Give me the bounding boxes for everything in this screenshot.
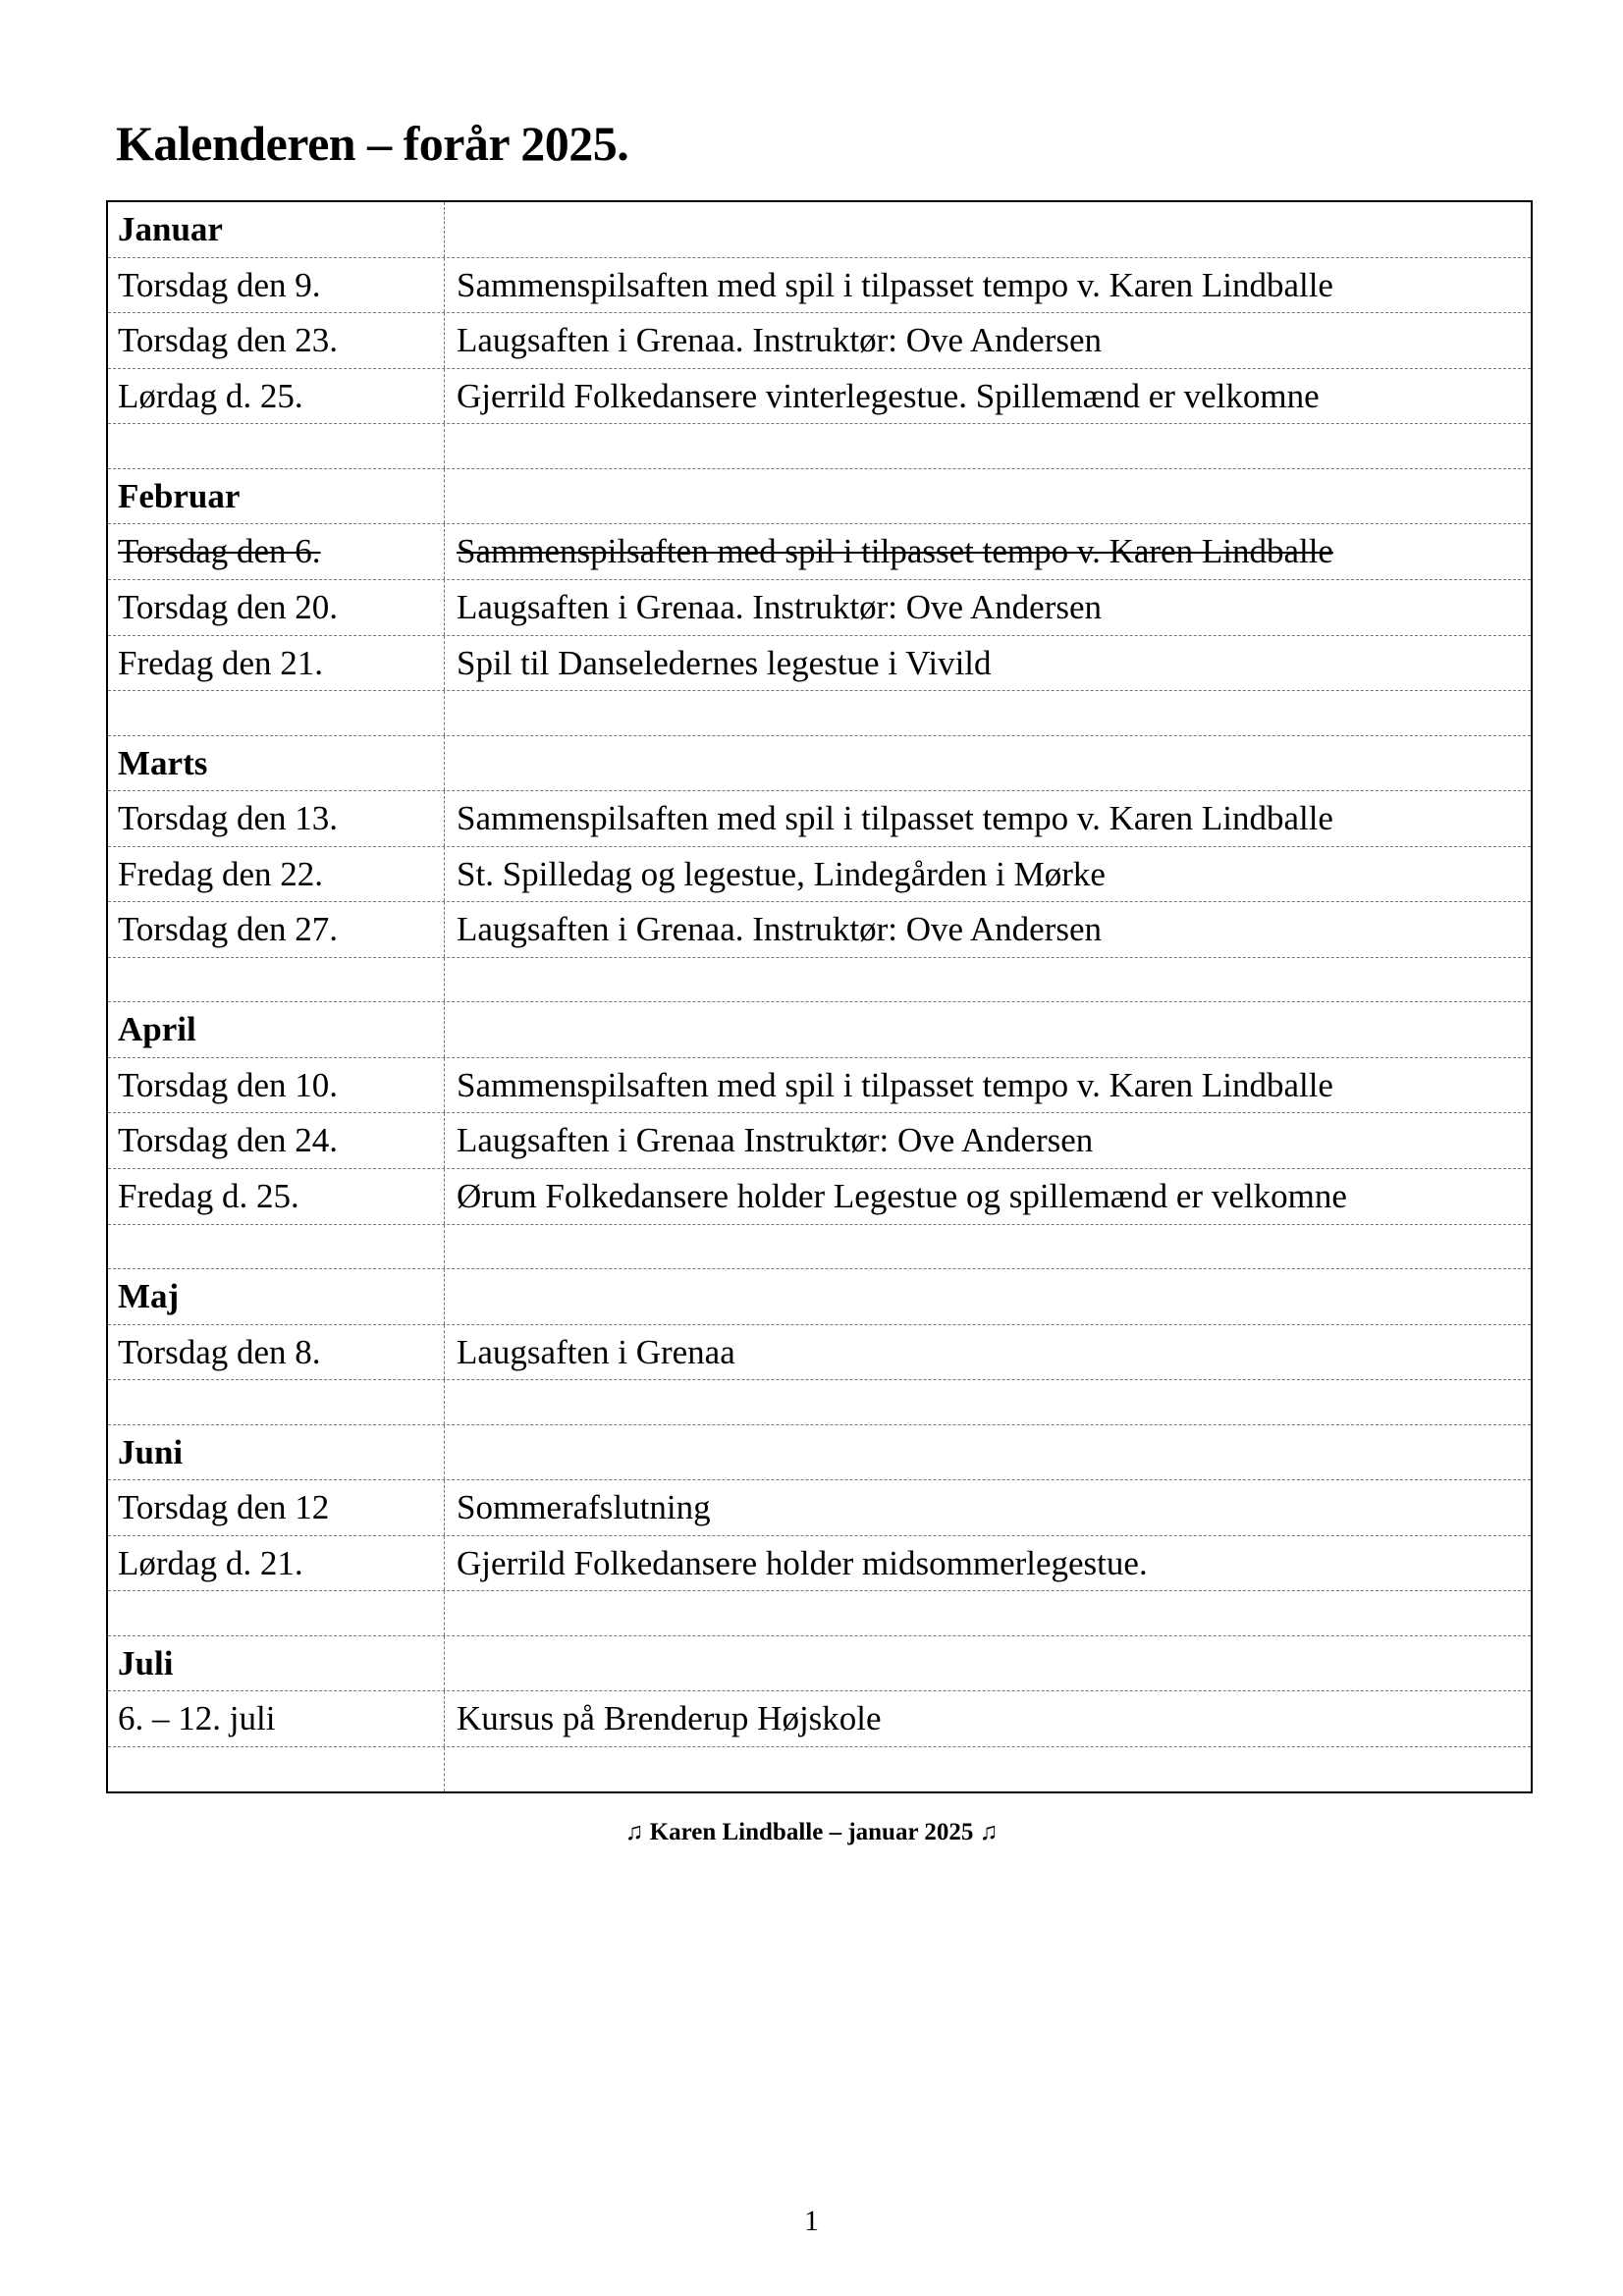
spacer-row: [108, 1591, 1531, 1635]
event-description: Laugsaften i Grenaa: [457, 1332, 735, 1371]
event-date: Fredag den 22.: [108, 847, 445, 902]
spacer-cell: [445, 424, 1531, 467]
spacer-cell: [108, 424, 445, 467]
spacer-cell: [445, 958, 1531, 1001]
event-date: Torsdag den 8.: [108, 1325, 445, 1380]
event-date: Torsdag den 20.: [108, 580, 445, 635]
event-date: Lørdag d. 21.: [108, 1536, 445, 1591]
event-date: Fredag d. 25.: [108, 1169, 445, 1224]
event-date: Torsdag den 27.: [108, 902, 445, 957]
event-date: Fredag den 21.: [108, 636, 445, 691]
spacer-cell: [108, 1747, 445, 1791]
event-row-cancelled: [108, 524, 1531, 580]
event-row: [108, 847, 1531, 903]
month-header-empty-cell: [445, 469, 1531, 524]
event-row: [108, 1058, 1531, 1114]
month-header-empty-cell: [445, 1636, 1531, 1691]
month-header-row: [108, 1269, 1531, 1325]
page-number: 1: [804, 2205, 819, 2237]
event-description: Kursus på Brenderup Højskole: [457, 1699, 882, 1738]
month-header-empty-cell: [445, 736, 1531, 791]
event-row: [108, 636, 1531, 692]
event-description: Laugsaften i Grenaa. Instruktør: Ove Andersen: [457, 321, 1103, 360]
event-date: Torsdag den 10.: [108, 1058, 445, 1113]
event-date: Torsdag den 12: [108, 1480, 445, 1535]
event-description: Sammenspilsaften med spil i tilpasset tempo v. Karen Lindballe: [457, 532, 1333, 571]
month-name: Februar: [108, 469, 445, 524]
event-description: Spil til Danseledernes legestue i Vivild: [457, 643, 992, 682]
event-row: [108, 1169, 1531, 1225]
spacer-row: [108, 958, 1531, 1002]
event-row: [108, 791, 1531, 847]
spacer-cell: [445, 691, 1531, 734]
month-header-row: [108, 1425, 1531, 1481]
spacer-cell: [445, 1591, 1531, 1634]
event-date: Torsdag den 6.: [108, 524, 445, 579]
event-description: Sammenspilsaften med spil i tilpasset tempo v. Karen Lindballe: [457, 799, 1333, 838]
spacer-cell: [108, 1380, 445, 1423]
footer-signature: ♫ Karen Lindballe – januar 2025 ♫: [624, 1819, 999, 1845]
event-row: [108, 1691, 1531, 1747]
month-header-empty-cell: [445, 1425, 1531, 1480]
month-name: Marts: [108, 736, 445, 791]
event-date: Torsdag den 9.: [108, 258, 445, 313]
page-title: Kalenderen – forår 2025.: [116, 116, 629, 171]
spacer-cell: [108, 691, 445, 734]
event-description: Laugsaften i Grenaa. Instruktør: Ove Andersen: [457, 910, 1103, 949]
month-name: Januar: [108, 202, 445, 257]
event-description: Laugsaften i Grenaa. Instruktør: Ove Andersen: [457, 587, 1103, 626]
event-row: [108, 902, 1531, 958]
event-date: Lørdag d. 25.: [108, 369, 445, 424]
month-header-row: [108, 1002, 1531, 1058]
event-row: [108, 1480, 1531, 1536]
event-description: Sommerafslutning: [457, 1488, 711, 1527]
spacer-cell: [445, 1380, 1531, 1423]
event-date: Torsdag den 24.: [108, 1113, 445, 1168]
spacer-cell: [108, 958, 445, 1001]
event-row: [108, 369, 1531, 425]
event-description: Sammenspilsaften med spil i tilpasset tempo v. Karen Lindballe: [457, 265, 1333, 304]
event-row: [108, 258, 1531, 314]
event-row: [108, 1113, 1531, 1169]
month-name: Juli: [108, 1636, 445, 1691]
spacer-cell: [445, 1225, 1531, 1268]
spacer-row: [108, 1225, 1531, 1269]
month-name: Juni: [108, 1425, 445, 1480]
month-header-empty-cell: [445, 1269, 1531, 1324]
event-date: Torsdag den 23.: [108, 313, 445, 368]
event-description: Gjerrild Folkedansere holder midsommerlegestue.: [457, 1543, 1148, 1582]
spacer-row: [108, 1380, 1531, 1424]
month-header-row: [108, 736, 1531, 792]
event-description: St. Spilledag og legestue, Lindegården i Mørke: [457, 854, 1106, 893]
event-description: Sammenspilsaften med spil i tilpasset tempo v. Karen Lindballe: [457, 1065, 1333, 1104]
month-header-row: [108, 1636, 1531, 1692]
event-row: [108, 1536, 1531, 1592]
month-name: April: [108, 1002, 445, 1057]
spacer-row: [108, 424, 1531, 468]
spacer-row: [108, 691, 1531, 735]
event-date: 6. – 12. juli: [108, 1691, 445, 1746]
month-header-row: [108, 469, 1531, 525]
event-description: Laugsaften i Grenaa Instruktør: Ove Andersen: [457, 1121, 1094, 1160]
month-header-empty-cell: [445, 202, 1531, 257]
event-description: Ørum Folkedansere holder Legestue og spillemænd er velkomne: [457, 1177, 1347, 1216]
month-name: Maj: [108, 1269, 445, 1324]
spacer-cell: [108, 1591, 445, 1634]
event-row: [108, 1325, 1531, 1381]
event-row: [108, 313, 1531, 369]
calendar-table: [106, 200, 1533, 1793]
month-header-empty-cell: [445, 1002, 1531, 1057]
event-row: [108, 580, 1531, 636]
spacer-row: [108, 1747, 1531, 1791]
month-header-row: [108, 202, 1531, 258]
spacer-cell: [445, 1747, 1531, 1791]
event-description: Gjerrild Folkedansere vinterlegestue. Spillemænd er velkomne: [457, 376, 1320, 415]
event-date: Torsdag den 13.: [108, 791, 445, 846]
spacer-cell: [108, 1225, 445, 1268]
